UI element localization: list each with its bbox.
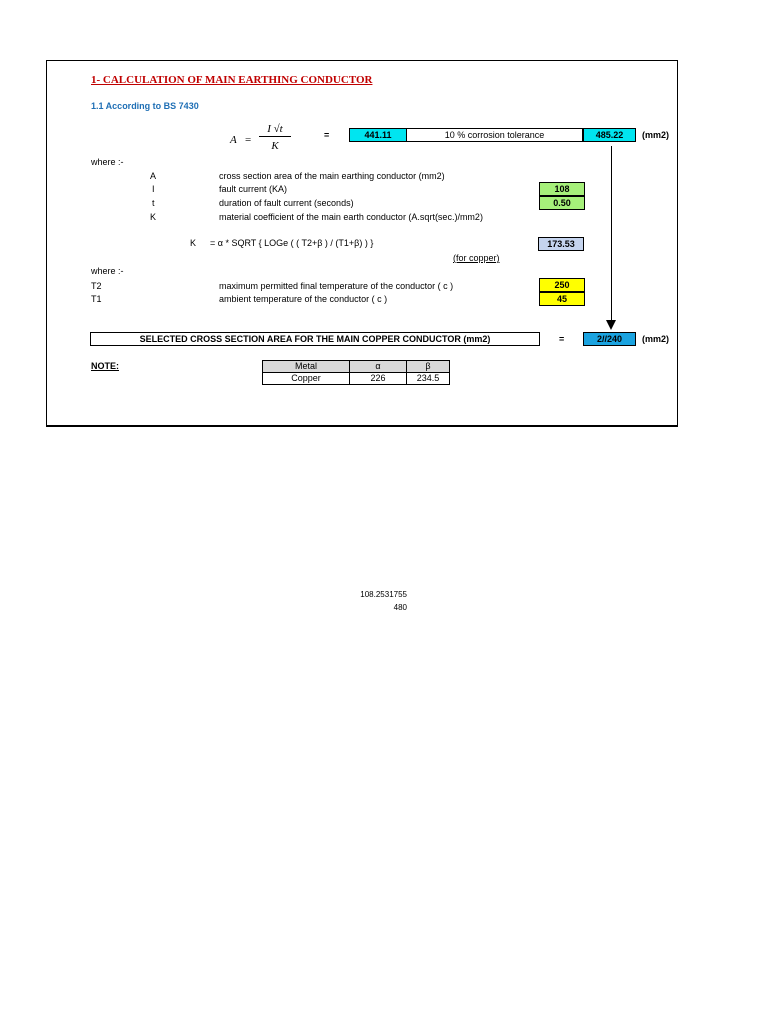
temp-symbol-t2: T2 [91,281,102,291]
selected-equals: = [559,334,565,344]
table-row [263,373,450,385]
footer-value-1: 108.2531755 [360,590,407,599]
arrow-down-icon [606,320,616,330]
table-header-row [263,361,450,373]
footer-value-2: 480 [393,603,407,612]
k-symbol: K [190,238,197,248]
selected-label-cell: SELECTED CROSS SECTION AREA FOR THE MAIN COPPER CONDUCTOR (mm2) [90,332,540,346]
formula-lhs: A [230,134,237,146]
where-label-1: where :- [91,157,124,167]
area-tolerance-cell: 485.22 [583,128,636,142]
var-desc-k: material coefficient of the main earth conductor (A.sqrt(sec.)/mm2) [219,212,483,222]
table-header-beta: β [407,361,450,373]
k-expression: = α * SQRT { LOGe ( ( T2+β ) / (T1+β) ) } [210,238,374,248]
standard-subtitle: 1.1 According to BS 7430 [91,101,199,111]
temp-desc-t1: ambient temperature of the conductor ( c ) [219,294,388,304]
var-symbol-k: K [150,212,157,222]
where-label-2: where :- [91,266,124,276]
page-title: 1- CALCULATION OF MAIN EARTHING CONDUCTOR [91,74,373,86]
table-cell-beta: 234.5 [407,373,450,385]
formula-equals: = [324,130,330,140]
bottom-rule [96,426,432,427]
selected-unit: (mm2) [642,334,670,344]
table-cell-metal: Copper [263,373,350,385]
selected-value-cell: 2//240 [583,332,636,346]
var-symbol-a: A [150,171,157,181]
table-cell-alpha: 226 [350,373,407,385]
temp-desc-t2: maximum permitted final temperature of the conductor ( c ) [219,281,454,291]
var-desc-i: fault current (KA) [219,184,288,194]
t1-value-cell: 45 [539,292,585,306]
metal-coefficients-table [262,360,450,385]
k-value-cell: 173.53 [538,237,584,251]
var-symbol-i: I [152,184,155,194]
result-arrow-line [611,146,612,322]
formula-eq: = [245,134,252,146]
var-symbol-t: t [152,198,155,208]
area-unit: (mm2) [642,130,670,140]
temp-symbol-t1: T1 [91,294,102,304]
formula-denominator: K [271,140,279,152]
var-desc-t: duration of fault current (seconds) [219,198,354,208]
fault-current-cell: 108 [539,182,585,196]
k-note: (for copper) [453,253,500,263]
table-header-alpha: α [350,361,407,373]
note-label: NOTE: [91,361,119,371]
var-desc-a: cross section area of the main earthing conductor (mm2) [219,171,445,181]
duration-cell: 0.50 [539,196,585,210]
formula-numerator: I √t [259,123,291,137]
tolerance-label-cell: 10 % corrosion tolerance [406,128,583,142]
table-header-metal: Metal [263,361,350,373]
t2-value-cell: 250 [539,278,585,292]
area-value-cell: 441.11 [349,128,407,142]
